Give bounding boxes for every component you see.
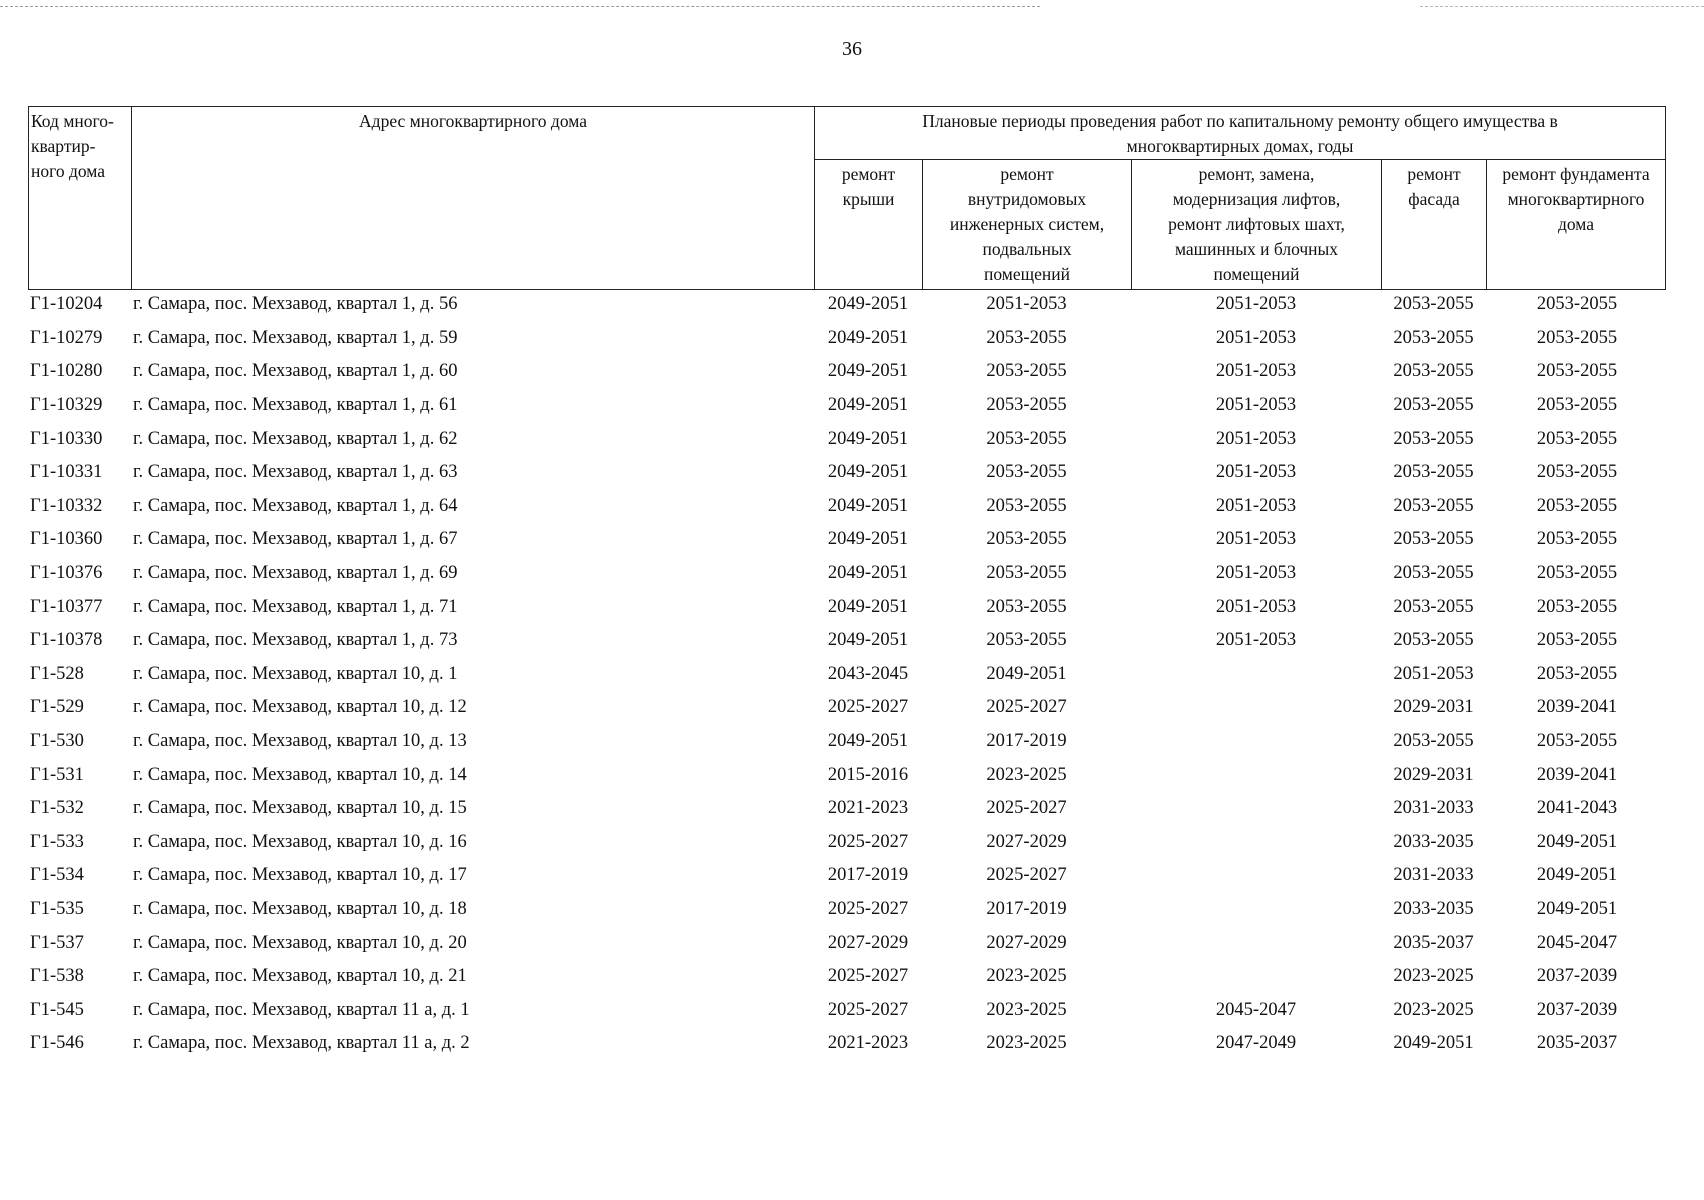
cell-lifts: 2051-2053 <box>1215 327 1297 348</box>
cell-code: Г1-545 <box>30 999 84 1020</box>
table-row <box>28 826 1668 860</box>
cell-lifts: 2045-2047 <box>1215 999 1297 1020</box>
cell-address: г. Самара, пос. Мехзавод, квартал 11 а, д. 2 <box>133 1033 470 1054</box>
cell-facade: 2053-2055 <box>1393 731 1474 752</box>
cell-lifts <box>1131 826 1381 860</box>
cell-code: Г1-528 <box>30 663 84 684</box>
cell-code: Г1-10376 <box>30 563 103 584</box>
cell-foundation: 2039-2041 <box>1536 697 1618 718</box>
cell-facade: 2053-2055 <box>1393 630 1474 651</box>
cell-facade: 2035-2037 <box>1393 932 1474 953</box>
cell-roof: 2049-2051 <box>827 294 909 315</box>
cell-address: г. Самара, пос. Мехзавод, квартал 1, д. 62 <box>133 428 458 449</box>
cell-foundation: 2053-2055 <box>1536 663 1618 684</box>
cell-roof: 2025-2027 <box>827 831 909 852</box>
cell-address: г. Самара, пос. Мехзавод, квартал 1, д. 71 <box>133 596 458 617</box>
table-row <box>28 926 1668 960</box>
cell-code: Г1-10204 <box>30 294 103 315</box>
cell-systems: 2025-2027 <box>986 697 1067 718</box>
table-row <box>28 960 1668 994</box>
cell-facade: 2033-2035 <box>1393 898 1474 919</box>
cell-code: Г1-538 <box>30 966 84 987</box>
cell-roof: 2015-2016 <box>827 764 909 785</box>
cell-facade: 2053-2055 <box>1393 596 1474 617</box>
cell-foundation: 2049-2051 <box>1536 831 1618 852</box>
cell-systems: 2053-2055 <box>986 529 1067 550</box>
table-row <box>28 288 1668 322</box>
cell-roof: 2025-2027 <box>827 697 909 718</box>
cell-lifts: 2051-2053 <box>1215 596 1297 617</box>
table-row <box>28 389 1668 423</box>
cell-address: г. Самара, пос. Мехзавод, квартал 10, д. 15 <box>133 798 467 819</box>
cell-foundation: 2053-2055 <box>1536 327 1618 348</box>
table-row <box>28 658 1668 692</box>
cell-roof: 2049-2051 <box>827 529 909 550</box>
cell-lifts: 2051-2053 <box>1215 563 1297 584</box>
table-row <box>28 624 1668 658</box>
cell-lifts <box>1131 893 1381 927</box>
cell-facade: 2033-2035 <box>1393 831 1474 852</box>
cell-address: г. Самара, пос. Мехзавод, квартал 1, д. 64 <box>133 495 458 516</box>
cell-systems: 2023-2025 <box>986 999 1067 1020</box>
cell-facade: 2049-2051 <box>1393 1033 1474 1054</box>
table-row <box>28 691 1668 725</box>
cell-facade: 2053-2055 <box>1393 428 1474 449</box>
cell-facade: 2029-2031 <box>1393 764 1474 785</box>
cell-foundation: 2053-2055 <box>1536 462 1618 483</box>
cell-systems: 2053-2055 <box>986 395 1067 416</box>
cell-roof: 2049-2051 <box>827 563 909 584</box>
cell-address: г. Самара, пос. Мехзавод, квартал 11 а, д. 1 <box>133 999 470 1020</box>
cell-code: Г1-10378 <box>30 630 103 651</box>
cell-systems: 2053-2055 <box>986 630 1067 651</box>
cell-lifts: 2051-2053 <box>1215 361 1297 382</box>
cell-address: г. Самара, пос. Мехзавод, квартал 1, д. 63 <box>133 462 458 483</box>
cell-foundation: 2039-2041 <box>1536 764 1618 785</box>
cell-address: г. Самара, пос. Мехзавод, квартал 1, д. 61 <box>133 395 458 416</box>
cell-code: Г1-10330 <box>30 428 103 449</box>
cell-foundation: 2041-2043 <box>1536 798 1618 819</box>
cell-code: Г1-534 <box>30 865 84 886</box>
cell-lifts: 2051-2053 <box>1215 428 1297 449</box>
cell-systems: 2053-2055 <box>986 361 1067 382</box>
cell-lifts: 2051-2053 <box>1215 495 1297 516</box>
cell-roof: 2021-2023 <box>827 1033 909 1054</box>
cell-address: г. Самара, пос. Мехзавод, квартал 1, д. 59 <box>133 327 458 348</box>
cell-roof: 2049-2051 <box>827 327 909 348</box>
cell-roof: 2025-2027 <box>827 966 909 987</box>
cell-systems: 2017-2019 <box>986 731 1067 752</box>
cell-lifts: 2051-2053 <box>1215 529 1297 550</box>
cell-foundation: 2053-2055 <box>1536 495 1618 516</box>
cell-roof: 2049-2051 <box>827 495 909 516</box>
cell-facade: 2031-2033 <box>1393 798 1474 819</box>
cell-address: г. Самара, пос. Мехзавод, квартал 10, д. 14 <box>133 764 467 785</box>
cell-facade: 2023-2025 <box>1393 999 1474 1020</box>
cell-code: Г1-529 <box>30 697 84 718</box>
cell-address: г. Самара, пос. Мехзавод, квартал 1, д. 56 <box>133 294 458 315</box>
cell-address: г. Самара, пос. Мехзавод, квартал 1, д. 67 <box>133 529 458 550</box>
header-code: Код много- квартир- ного дома <box>28 106 132 290</box>
cell-code: Г1-531 <box>30 764 84 785</box>
cell-address: г. Самара, пос. Мехзавод, квартал 1, д. 73 <box>133 630 458 651</box>
cell-systems: 2027-2029 <box>986 831 1067 852</box>
table-row <box>28 557 1668 591</box>
repair-schedule-table <box>28 288 1668 1061</box>
scan-edge-line <box>1420 6 1704 7</box>
cell-lifts: 2051-2053 <box>1215 294 1297 315</box>
cell-code: Г1-10279 <box>30 327 103 348</box>
cell-roof: 2049-2051 <box>827 630 909 651</box>
table-row <box>28 758 1668 792</box>
cell-code: Г1-10377 <box>30 596 103 617</box>
table-row <box>28 1027 1668 1061</box>
cell-foundation: 2053-2055 <box>1536 529 1618 550</box>
cell-code: Г1-10280 <box>30 361 103 382</box>
cell-code: Г1-530 <box>30 731 84 752</box>
table-row <box>28 993 1668 1027</box>
cell-lifts <box>1131 658 1381 692</box>
cell-facade: 2031-2033 <box>1393 865 1474 886</box>
cell-lifts <box>1131 792 1381 826</box>
cell-address: г. Самара, пос. Мехзавод, квартал 10, д. 12 <box>133 697 467 718</box>
cell-address: г. Самара, пос. Мехзавод, квартал 10, д. 21 <box>133 966 467 987</box>
cell-code: Г1-10360 <box>30 529 103 550</box>
table-row <box>28 322 1668 356</box>
table-row <box>28 456 1668 490</box>
cell-systems: 2023-2025 <box>986 1033 1067 1054</box>
cell-foundation: 2049-2051 <box>1536 865 1618 886</box>
cell-facade: 2053-2055 <box>1393 462 1474 483</box>
cell-roof: 2017-2019 <box>827 865 909 886</box>
cell-roof: 2049-2051 <box>827 395 909 416</box>
cell-foundation: 2045-2047 <box>1536 932 1618 953</box>
page-number: 36 <box>842 38 862 60</box>
cell-roof: 2049-2051 <box>827 428 909 449</box>
cell-systems: 2027-2029 <box>986 932 1067 953</box>
cell-systems: 2053-2055 <box>986 428 1067 449</box>
header-roof: ремонт крыши <box>814 159 923 290</box>
cell-code: Г1-10332 <box>30 495 103 516</box>
cell-lifts <box>1131 725 1381 759</box>
header-foundation: ремонт фундамента многоквартирного дома <box>1486 159 1666 290</box>
header-periods: Плановые периоды проведения работ по капитальному ремонту общего имущества в многоквартирных домах, годы <box>814 106 1666 160</box>
cell-facade: 2053-2055 <box>1393 395 1474 416</box>
scan-edge-line <box>0 6 1040 7</box>
cell-systems: 2053-2055 <box>986 596 1067 617</box>
cell-foundation: 2053-2055 <box>1536 731 1618 752</box>
table-body <box>28 288 1668 1061</box>
cell-systems: 2053-2055 <box>986 495 1067 516</box>
table-row <box>28 422 1668 456</box>
cell-address: г. Самара, пос. Мехзавод, квартал 1, д. 60 <box>133 361 458 382</box>
cell-foundation: 2037-2039 <box>1536 966 1618 987</box>
table-row <box>28 355 1668 389</box>
cell-lifts: 2051-2053 <box>1215 630 1297 651</box>
cell-roof: 2049-2051 <box>827 462 909 483</box>
cell-systems: 2025-2027 <box>986 798 1067 819</box>
cell-facade: 2053-2055 <box>1393 294 1474 315</box>
cell-roof: 2021-2023 <box>827 798 909 819</box>
cell-facade: 2053-2055 <box>1393 361 1474 382</box>
cell-address: г. Самара, пос. Мехзавод, квартал 10, д. 18 <box>133 898 467 919</box>
cell-lifts: 2051-2053 <box>1215 462 1297 483</box>
cell-code: Г1-535 <box>30 898 84 919</box>
cell-roof: 2027-2029 <box>827 932 909 953</box>
cell-address: г. Самара, пос. Мехзавод, квартал 10, д. 13 <box>133 731 467 752</box>
cell-systems: 2025-2027 <box>986 865 1067 886</box>
cell-foundation: 2053-2055 <box>1536 361 1618 382</box>
cell-address: г. Самара, пос. Мехзавод, квартал 10, д. 16 <box>133 831 467 852</box>
cell-systems: 2023-2025 <box>986 764 1067 785</box>
cell-facade: 2053-2055 <box>1393 327 1474 348</box>
cell-lifts <box>1131 960 1381 994</box>
cell-roof: 2049-2051 <box>827 731 909 752</box>
cell-lifts <box>1131 859 1381 893</box>
cell-lifts: 2047-2049 <box>1215 1033 1297 1054</box>
cell-foundation: 2053-2055 <box>1536 563 1618 584</box>
cell-foundation: 2049-2051 <box>1536 898 1618 919</box>
cell-code: Г1-10329 <box>30 395 103 416</box>
table-row <box>28 490 1668 524</box>
cell-facade: 2029-2031 <box>1393 697 1474 718</box>
cell-facade: 2053-2055 <box>1393 563 1474 584</box>
cell-code: Г1-546 <box>30 1033 84 1054</box>
cell-foundation: 2035-2037 <box>1536 1033 1618 1054</box>
cell-foundation: 2037-2039 <box>1536 999 1618 1020</box>
header-facade: ремонт фасада <box>1381 159 1487 290</box>
cell-roof: 2025-2027 <box>827 999 909 1020</box>
cell-lifts: 2051-2053 <box>1215 395 1297 416</box>
header-address: Адрес многоквартирного дома <box>131 106 815 290</box>
cell-systems: 2053-2055 <box>986 462 1067 483</box>
table-row <box>28 893 1668 927</box>
table-row <box>28 859 1668 893</box>
table-row <box>28 792 1668 826</box>
cell-facade: 2023-2025 <box>1393 966 1474 987</box>
cell-facade: 2053-2055 <box>1393 529 1474 550</box>
cell-foundation: 2053-2055 <box>1536 630 1618 651</box>
table-row <box>28 523 1668 557</box>
header-systems: ремонт внутридомовых инженерных систем, подвальных помещений <box>922 159 1132 290</box>
cell-code: Г1-532 <box>30 798 84 819</box>
cell-systems: 2053-2055 <box>986 563 1067 584</box>
cell-roof: 2025-2027 <box>827 898 909 919</box>
cell-lifts <box>1131 758 1381 792</box>
cell-systems: 2049-2051 <box>986 663 1067 684</box>
cell-facade: 2053-2055 <box>1393 495 1474 516</box>
cell-address: г. Самара, пос. Мехзавод, квартал 1, д. 69 <box>133 563 458 584</box>
cell-address: г. Самара, пос. Мехзавод, квартал 10, д. 20 <box>133 932 467 953</box>
cell-systems: 2017-2019 <box>986 898 1067 919</box>
cell-lifts <box>1131 926 1381 960</box>
cell-roof: 2049-2051 <box>827 596 909 617</box>
cell-facade: 2051-2053 <box>1393 663 1474 684</box>
table-row <box>28 725 1668 759</box>
cell-roof: 2043-2045 <box>827 663 909 684</box>
cell-code: Г1-537 <box>30 932 84 953</box>
cell-systems: 2051-2053 <box>986 294 1067 315</box>
cell-foundation: 2053-2055 <box>1536 395 1618 416</box>
cell-code: Г1-10331 <box>30 462 103 483</box>
cell-roof: 2049-2051 <box>827 361 909 382</box>
cell-address: г. Самара, пос. Мехзавод, квартал 10, д. 1 <box>133 663 458 684</box>
cell-foundation: 2053-2055 <box>1536 596 1618 617</box>
cell-foundation: 2053-2055 <box>1536 428 1618 449</box>
cell-systems: 2023-2025 <box>986 966 1067 987</box>
table-row <box>28 590 1668 624</box>
cell-lifts <box>1131 691 1381 725</box>
cell-systems: 2053-2055 <box>986 327 1067 348</box>
cell-code: Г1-533 <box>30 831 84 852</box>
cell-address: г. Самара, пос. Мехзавод, квартал 10, д. 17 <box>133 865 467 886</box>
cell-foundation: 2053-2055 <box>1536 294 1618 315</box>
header-lifts: ремонт, замена, модернизация лифтов, ремонт лифтовых шахт, машинных и блочных помещений <box>1131 159 1382 290</box>
